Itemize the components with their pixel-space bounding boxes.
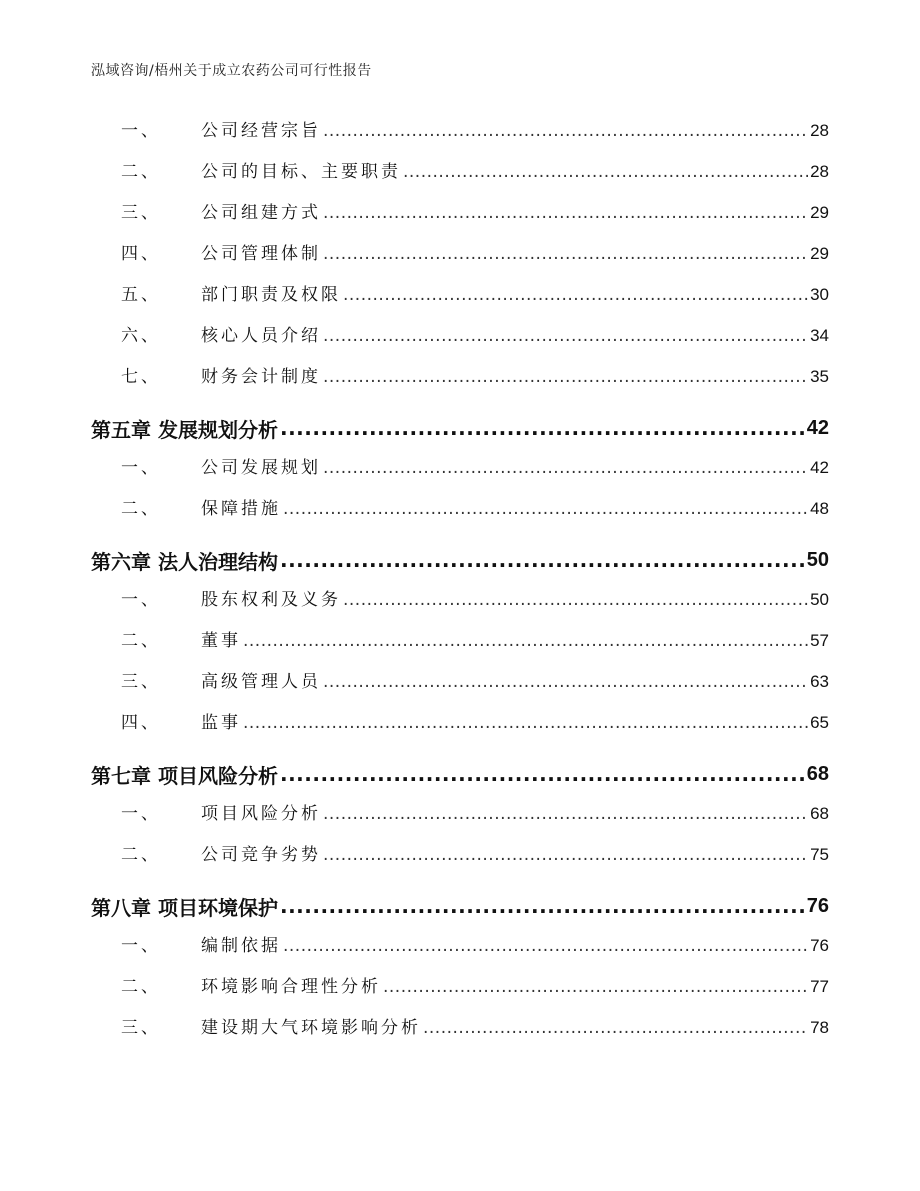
toc-section-number: 三、	[121, 203, 161, 223]
dot-leader	[323, 244, 808, 264]
toc-section-row[interactable]	[91, 198, 829, 239]
toc-section-row[interactable]	[91, 362, 829, 403]
toc-page-number: 75	[810, 845, 829, 864]
dot-leader	[343, 590, 808, 610]
toc-section-number: 一、	[121, 590, 161, 610]
dot-leader	[243, 631, 808, 651]
dot-leader	[280, 762, 805, 786]
toc-section-title: 财务会计制度	[201, 367, 321, 387]
dot-leader	[323, 672, 808, 692]
toc-section-number: 三、	[121, 1018, 161, 1038]
toc-chapter-title: 第五章 发展规划分析	[91, 417, 278, 442]
toc-page-number: 35	[810, 367, 829, 386]
toc-section-number: 二、	[121, 499, 161, 519]
toc-section-title: 股东权利及义务	[201, 590, 341, 610]
toc-section-number: 二、	[121, 631, 161, 651]
toc-section-title: 部门职责及权限	[201, 285, 341, 305]
toc-section-title: 核心人员介绍	[201, 326, 321, 346]
toc-chapter-title: 第七章 项目风险分析	[91, 763, 278, 788]
toc-section-number: 二、	[121, 162, 161, 182]
toc-section-row[interactable]	[91, 280, 829, 321]
dot-leader	[243, 713, 808, 733]
dot-leader	[323, 458, 808, 478]
toc-section-title: 公司的目标、主要职责	[201, 162, 401, 182]
toc-section-row[interactable]	[91, 708, 829, 749]
toc-page-number: 68	[810, 804, 829, 823]
toc-section-title: 公司组建方式	[201, 203, 321, 223]
toc-chapter-title: 第六章 法人治理结构	[91, 549, 278, 574]
toc-section-number: 一、	[121, 458, 161, 478]
toc-page-number: 28	[810, 162, 829, 181]
dot-leader	[323, 326, 808, 346]
dot-leader	[283, 499, 808, 519]
toc-chapter-row[interactable]	[91, 881, 829, 931]
toc-chapter-row[interactable]	[91, 749, 829, 799]
toc-section-number: 一、	[121, 121, 161, 141]
dot-leader	[280, 548, 805, 572]
toc-section-title: 董事	[201, 631, 241, 651]
toc-section-row[interactable]	[91, 840, 829, 881]
dot-leader	[323, 367, 808, 387]
toc-page-number: 30	[810, 285, 829, 304]
toc-section-row[interactable]	[91, 1013, 829, 1054]
toc-page-number: 68	[806, 762, 829, 785]
toc-page-number: 42	[810, 458, 829, 477]
toc-section-row[interactable]	[91, 972, 829, 1013]
toc-page-number: 57	[810, 631, 829, 650]
toc-section-title: 公司发展规划	[201, 458, 321, 478]
toc-chapter-row[interactable]	[91, 535, 829, 585]
toc-section-number: 六、	[121, 326, 161, 346]
toc-section-title: 环境影响合理性分析	[201, 977, 381, 997]
dot-leader	[323, 804, 808, 824]
running-header: 泓域咨询/梧州关于成立农药公司可行性报告	[91, 63, 372, 79]
toc-section-number: 五、	[121, 285, 161, 305]
toc-section-title: 公司经营宗旨	[201, 121, 321, 141]
toc-section-row[interactable]	[91, 931, 829, 972]
toc-section-row[interactable]	[91, 667, 829, 708]
toc-section-title: 公司竞争劣势	[201, 845, 321, 865]
toc-section-row[interactable]	[91, 585, 829, 626]
toc-section-title: 编制依据	[201, 936, 281, 956]
toc-chapter-row[interactable]	[91, 403, 829, 453]
toc-section-number: 一、	[121, 804, 161, 824]
toc-section-row[interactable]	[91, 799, 829, 840]
toc-section-number: 二、	[121, 845, 161, 865]
toc-section-row[interactable]	[91, 494, 829, 535]
dot-leader	[323, 203, 808, 223]
toc-section-number: 二、	[121, 977, 161, 997]
toc-section-number: 七、	[121, 367, 161, 387]
toc-page-number: 63	[810, 672, 829, 691]
toc-section-row[interactable]	[91, 116, 829, 157]
toc-page-number: 77	[810, 977, 829, 996]
dot-leader	[283, 936, 808, 956]
toc-page-number: 50	[806, 548, 829, 571]
toc-chapter-title: 第八章 项目环境保护	[91, 895, 278, 920]
toc-section-row[interactable]	[91, 626, 829, 667]
dot-leader	[383, 977, 808, 997]
toc-section-title: 监事	[201, 713, 241, 733]
toc-page-number: 78	[810, 1018, 829, 1037]
table-of-contents	[91, 116, 829, 1054]
toc-section-row[interactable]	[91, 321, 829, 362]
toc-section-number: 一、	[121, 936, 161, 956]
toc-page-number: 76	[810, 936, 829, 955]
toc-page-number: 76	[806, 894, 829, 917]
dot-leader	[423, 1018, 808, 1038]
toc-section-row[interactable]	[91, 239, 829, 280]
toc-section-title: 建设期大气环境影响分析	[201, 1018, 421, 1038]
dot-leader	[280, 416, 805, 440]
dot-leader	[323, 845, 808, 865]
toc-section-title: 高级管理人员	[201, 672, 321, 692]
toc-section-row[interactable]	[91, 157, 829, 198]
toc-section-number: 四、	[121, 244, 161, 264]
toc-section-number: 四、	[121, 713, 161, 733]
toc-page-number: 29	[810, 244, 829, 263]
toc-section-title: 保障措施	[201, 499, 281, 519]
toc-page-number: 34	[810, 326, 829, 345]
dot-leader	[323, 121, 808, 141]
toc-page-number: 48	[810, 499, 829, 518]
toc-page-number: 50	[810, 590, 829, 609]
toc-page-number: 28	[810, 121, 829, 140]
toc-page-number: 42	[806, 416, 829, 439]
dot-leader	[280, 894, 805, 918]
dot-leader	[403, 162, 808, 182]
toc-section-row[interactable]	[91, 453, 829, 494]
toc-page-number: 29	[810, 203, 829, 222]
toc-section-title: 项目风险分析	[201, 804, 321, 824]
toc-page-number: 65	[810, 713, 829, 732]
toc-section-number: 三、	[121, 672, 161, 692]
toc-section-title: 公司管理体制	[201, 244, 321, 264]
dot-leader	[343, 285, 808, 305]
